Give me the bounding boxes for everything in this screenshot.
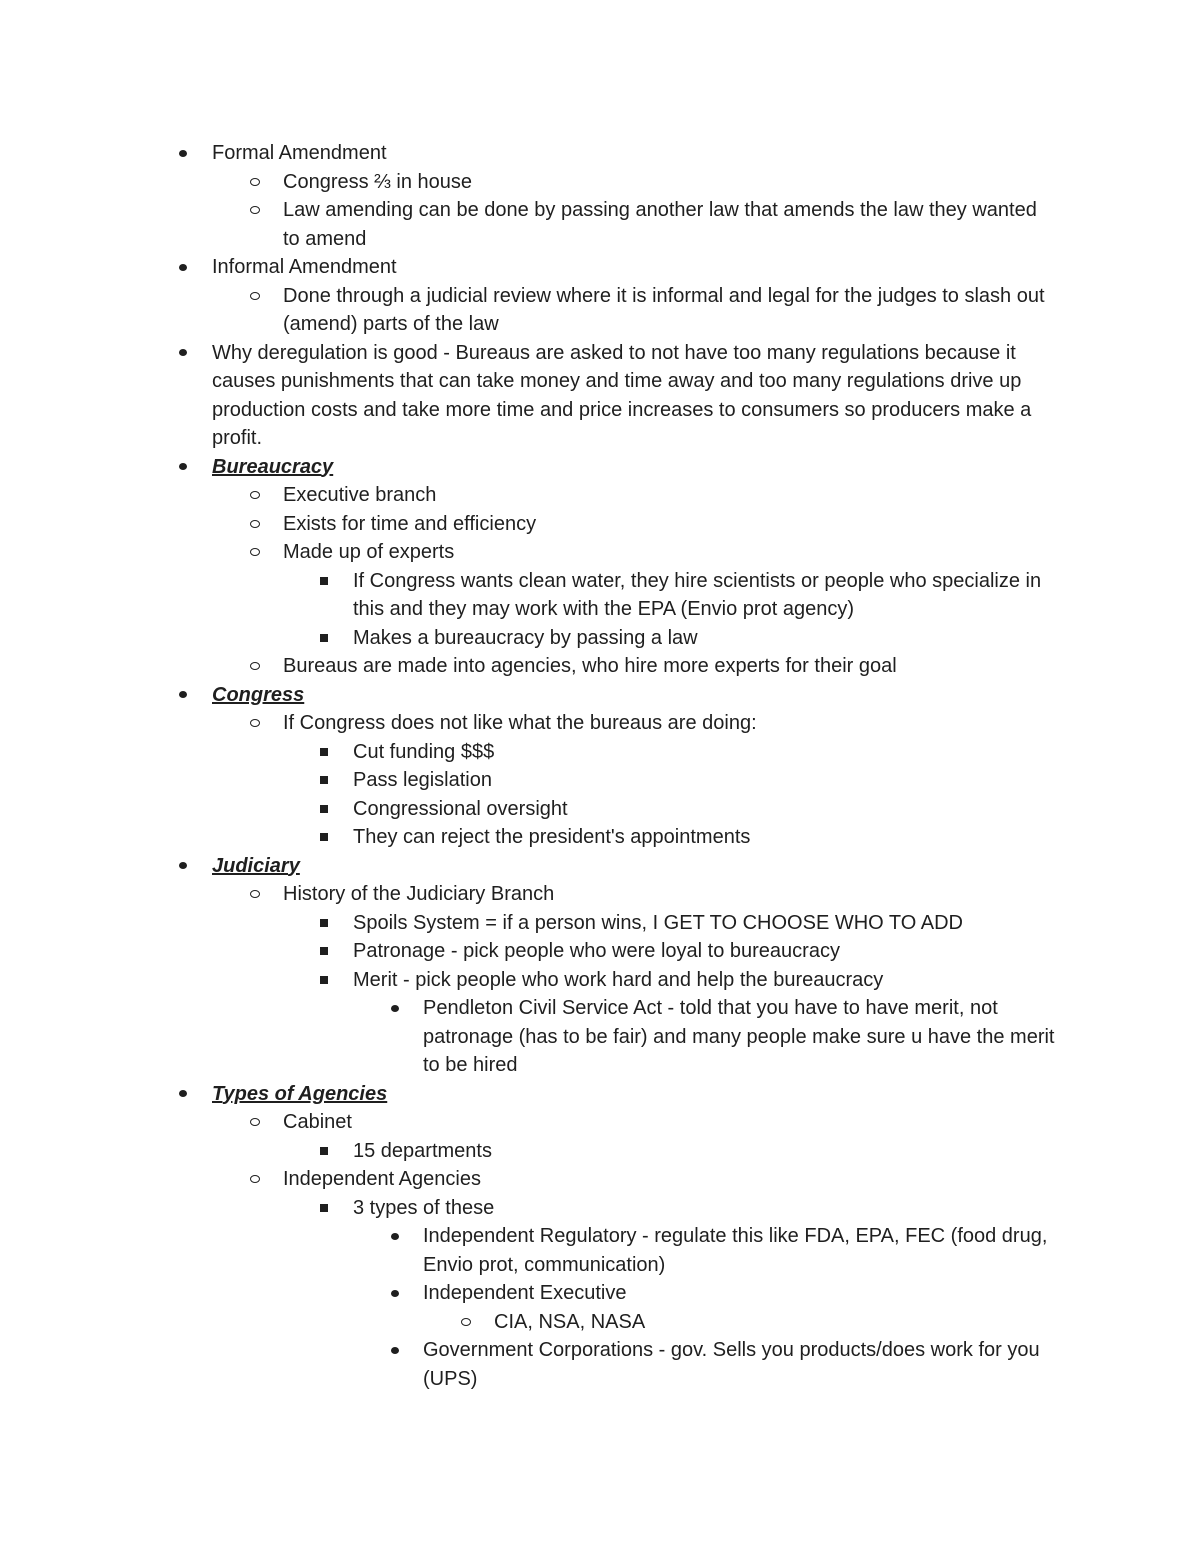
bullet-circle-icon	[245, 1108, 265, 1137]
outline-item	[0, 1194, 1200, 1223]
outline-item	[0, 1222, 1200, 1279]
outline-item-text: Executive branch	[283, 484, 437, 506]
section-heading-item	[0, 852, 1200, 881]
outline-item-text: Independent Agencies	[283, 1168, 481, 1190]
outline-item	[0, 481, 1200, 510]
outline-item-text: CIA, NSA, NASA	[494, 1310, 646, 1333]
outline-item	[0, 652, 1200, 681]
bullet-square-icon	[314, 966, 334, 995]
outline-item-text: If Congress does not like what the bureaus are doing:	[283, 712, 757, 734]
outline-item-text: Makes a bureaucracy by passing a law	[353, 626, 698, 649]
bullet-square-icon	[314, 823, 334, 852]
bullet-circle-icon	[245, 282, 265, 311]
outline-item-text: Independent Regulatory - regulate this like FDA, EPA, FEC (food drug, Envio prot, communication)	[423, 1225, 1048, 1276]
outline-item	[0, 282, 1200, 339]
section-heading-item	[0, 681, 1200, 710]
outline-item-text: Congressional oversight	[353, 797, 568, 820]
section-heading-text: Judiciary	[212, 854, 300, 877]
bullet-circle-icon	[456, 1308, 476, 1337]
outline-item-text: History of the Judiciary Branch	[283, 883, 555, 905]
outline-item	[0, 909, 1200, 938]
outline-item-text: Independent Executive	[423, 1282, 627, 1304]
bullet-disc-icon	[173, 339, 193, 368]
bullet-disc-icon	[173, 852, 193, 881]
bullet-circle-icon	[245, 196, 265, 225]
bullet-disc-icon	[173, 139, 193, 168]
bullet-circle-icon	[245, 1165, 265, 1194]
outline-item	[0, 880, 1200, 909]
bullet-square-icon	[314, 937, 334, 966]
outline-item	[0, 339, 1200, 453]
bullet-disc-icon	[173, 453, 193, 482]
bullet-circle-icon	[245, 880, 265, 909]
bullet-disc-icon	[385, 994, 405, 1023]
outline-item-text: Bureaus are made into agencies, who hire more experts for their goal	[283, 655, 897, 677]
outline-item-text: Cabinet	[283, 1111, 352, 1133]
outline-item-text: Pass legislation	[353, 769, 492, 791]
outline-item-text: Informal Amendment	[212, 256, 397, 278]
outline-item	[0, 624, 1200, 653]
outline-item	[0, 567, 1200, 624]
outline-item	[0, 1108, 1200, 1137]
outline-item	[0, 1336, 1200, 1393]
outline-item	[0, 1137, 1200, 1166]
outline-item-text: If Congress wants clean water, they hire scientists or people who specialize in this and they may work with the EPA (Envio prot agency)	[353, 569, 1042, 620]
outline-item	[0, 823, 1200, 852]
bullet-square-icon	[314, 1194, 334, 1223]
bullet-square-icon	[314, 766, 334, 795]
bullet-circle-icon	[245, 510, 265, 539]
bullet-circle-icon	[245, 481, 265, 510]
bullet-square-icon	[314, 567, 334, 596]
outline-item-text: 15 departments	[353, 1139, 492, 1162]
bullet-disc-icon	[173, 1080, 193, 1109]
outline-item	[0, 994, 1200, 1080]
outline-item-text: Patronage - pick people who were loyal to bureaucracy	[353, 940, 840, 962]
outline-item-text: Congress ⅔ in house	[283, 170, 473, 193]
bullet-square-icon	[314, 1137, 334, 1166]
bullet-circle-icon	[245, 709, 265, 738]
outline-item-text: 3 types of these	[353, 1196, 495, 1219]
outline-item	[0, 168, 1200, 197]
bullet-square-icon	[314, 624, 334, 653]
outline-item-text: Why deregulation is good - Bureaus are asked to not have too many regulations because it causes punishments that can take money and time away and too many regulations drive up production costs and take more time and price increases to consumers so producers make a profit.	[212, 341, 1032, 449]
outline-item	[0, 709, 1200, 738]
section-heading-item	[0, 453, 1200, 482]
outline-item-text: Government Corporations - gov. Sells you products/does work for you (UPS)	[423, 1339, 1040, 1390]
bullet-square-icon	[314, 795, 334, 824]
outline-item	[0, 538, 1200, 567]
outline-item-text: Done through a judicial review where it is informal and legal for the judges to slash out (amend) parts of the law	[283, 284, 1045, 335]
section-heading-text: Bureaucracy	[212, 455, 334, 478]
bullet-circle-icon	[245, 652, 265, 681]
outline-item-text: Law amending can be done by passing another law that amends the law they wanted to amend	[283, 199, 1037, 250]
outline-item-text: Made up of experts	[283, 541, 455, 563]
bullet-disc-icon	[385, 1336, 405, 1365]
notes-outline	[0, 139, 1200, 1393]
bullet-disc-icon	[385, 1222, 405, 1251]
outline-item	[0, 253, 1200, 282]
outline-item-text: Exists for time and efficiency	[283, 512, 537, 535]
outline-item	[0, 1279, 1200, 1308]
bullet-disc-icon	[173, 681, 193, 710]
outline-item	[0, 766, 1200, 795]
outline-item	[0, 966, 1200, 995]
outline-item-text: Cut funding $$$	[353, 740, 495, 763]
section-heading-text: Types of Agencies	[212, 1082, 388, 1105]
section-heading-item	[0, 1080, 1200, 1109]
outline-item	[0, 738, 1200, 767]
outline-item	[0, 1308, 1200, 1337]
outline-item-text: Pendleton Civil Service Act - told that you have to have merit, not patronage (has to be fair) and many people make sure u have the merit to be hired	[423, 997, 1055, 1076]
bullet-circle-icon	[245, 538, 265, 567]
bullet-square-icon	[314, 738, 334, 767]
bullet-square-icon	[314, 909, 334, 938]
bullet-disc-icon	[173, 253, 193, 282]
outline-item	[0, 1165, 1200, 1194]
outline-item	[0, 937, 1200, 966]
outline-item-text: They can reject the president's appointments	[353, 826, 751, 848]
outline-item	[0, 139, 1200, 168]
section-heading-text: Congress	[212, 683, 305, 706]
outline-item-text: Spoils System = if a person wins, I GET TO CHOOSE WHO TO ADD	[353, 911, 963, 934]
outline-item	[0, 196, 1200, 253]
outline-item-text: Merit - pick people who work hard and help the bureaucracy	[353, 968, 884, 991]
outline-item	[0, 795, 1200, 824]
bullet-circle-icon	[245, 168, 265, 197]
outline-item-text: Formal Amendment	[212, 142, 387, 164]
outline-item	[0, 510, 1200, 539]
bullet-disc-icon	[385, 1279, 405, 1308]
